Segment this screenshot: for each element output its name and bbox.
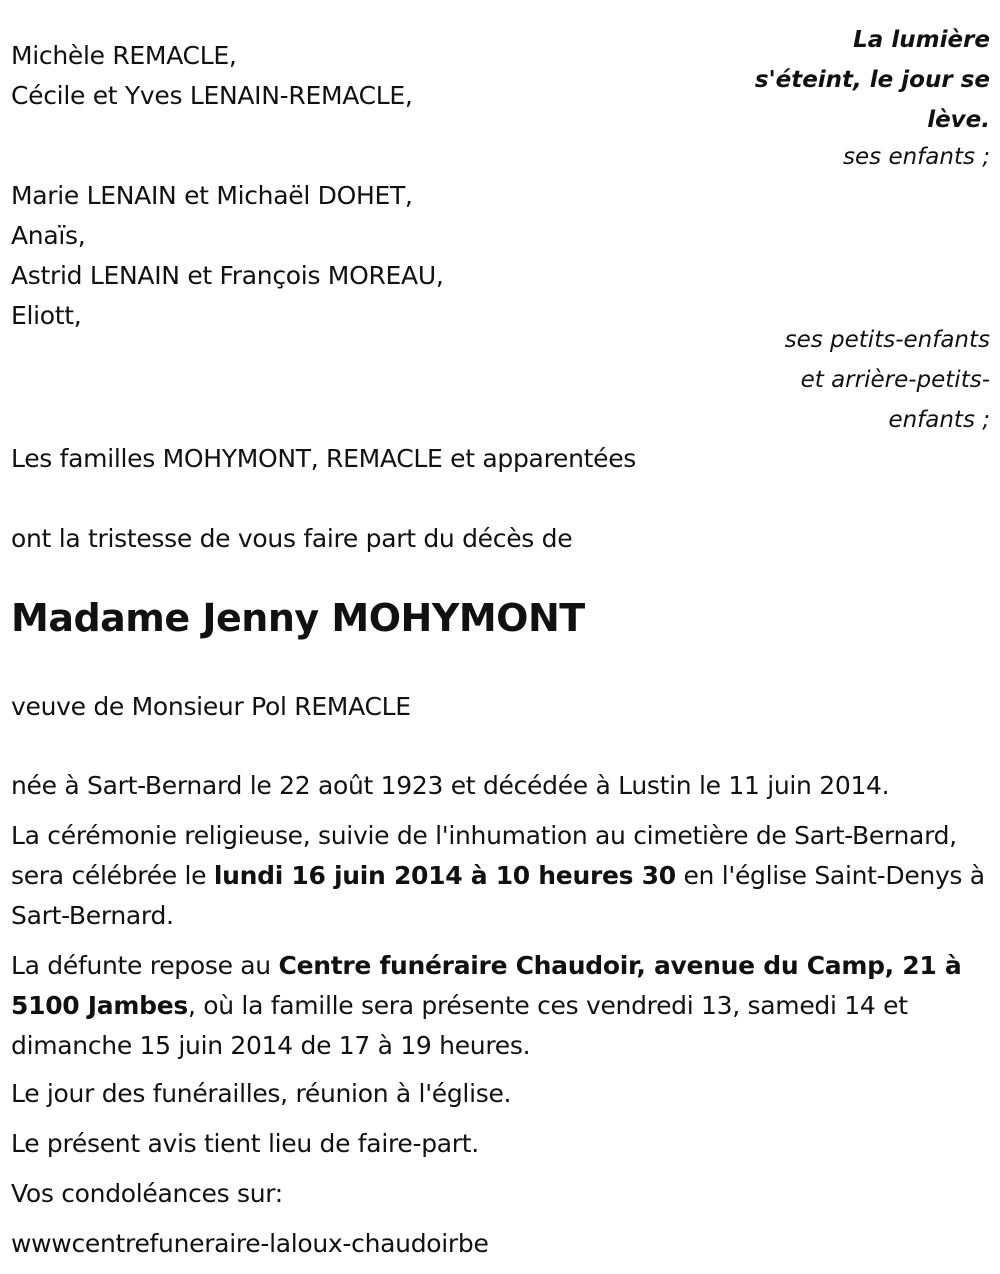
grandchild-name: Astrid LENAIN et François MOREAU, bbox=[11, 261, 444, 290]
announcement: ont la tristesse de vous faire part du décès de bbox=[11, 524, 573, 553]
ceremony-paragraph bbox=[11, 816, 986, 936]
ceremony-text-2: en l'église Saint-Denys à Sart-Bernard. bbox=[11, 861, 985, 930]
children-label: ses enfants ; bbox=[843, 144, 990, 170]
epigraph-line-1: La lumière bbox=[853, 27, 990, 53]
rest-text-2: , où la famille sera présente ces vendredi 13, samedi 14 et dimanche 15 juin 2014 de 17 à 19 heures. bbox=[11, 991, 908, 1060]
grandchildren-label-3: enfants ; bbox=[888, 407, 990, 433]
funeral-day: Le jour des funérailles, réunion à l'église. bbox=[11, 1079, 512, 1108]
ceremony-date-time: lundi 16 juin 2014 à 10 heures 30 bbox=[213, 861, 676, 890]
grandchildren-label-2: et arrière-petits- bbox=[800, 367, 990, 393]
child-name: Cécile et Yves LENAIN-REMACLE, bbox=[11, 81, 413, 110]
rest-paragraph bbox=[11, 946, 986, 1066]
grandchildren-label-1: ses petits-enfants bbox=[784, 327, 990, 353]
grandchild-name: Eliott, bbox=[11, 301, 82, 330]
widow-of: veuve de Monsieur Pol REMACLE bbox=[11, 692, 411, 721]
families: Les familles MOHYMONT, REMACLE et apparentées bbox=[11, 444, 637, 473]
epigraph-line-3: lève. bbox=[927, 107, 990, 133]
notice: Le présent avis tient lieu de faire-part. bbox=[11, 1129, 479, 1158]
deceased-name: Madame Jenny MOHYMONT bbox=[11, 596, 585, 640]
condolences-website[interactable]: wwwcentrefuneraire-laloux-chaudoirbe bbox=[11, 1229, 489, 1258]
grandchild-name: Marie LENAIN et Michaël DOHET, bbox=[11, 181, 413, 210]
birth-death: née à Sart-Bernard le 22 août 1923 et décédée à Lustin le 11 juin 2014. bbox=[11, 771, 890, 800]
rest-text-1: La défunte repose au bbox=[11, 951, 279, 980]
ceremony-text-1: La cérémonie religieuse, suivie de l'inhumation au cimetière de Sart-Bernard, sera célébrée le bbox=[11, 821, 957, 890]
rest-place: Centre funéraire Chaudoir, avenue du Camp, 21 à 5100 Jambes bbox=[11, 951, 962, 1020]
child-name: Michèle REMACLE, bbox=[11, 41, 237, 70]
epigraph-line-2: s'éteint, le jour se bbox=[754, 67, 990, 93]
grandchild-name: Anaïs, bbox=[11, 221, 86, 250]
condolences-label: Vos condoléances sur: bbox=[11, 1179, 283, 1208]
